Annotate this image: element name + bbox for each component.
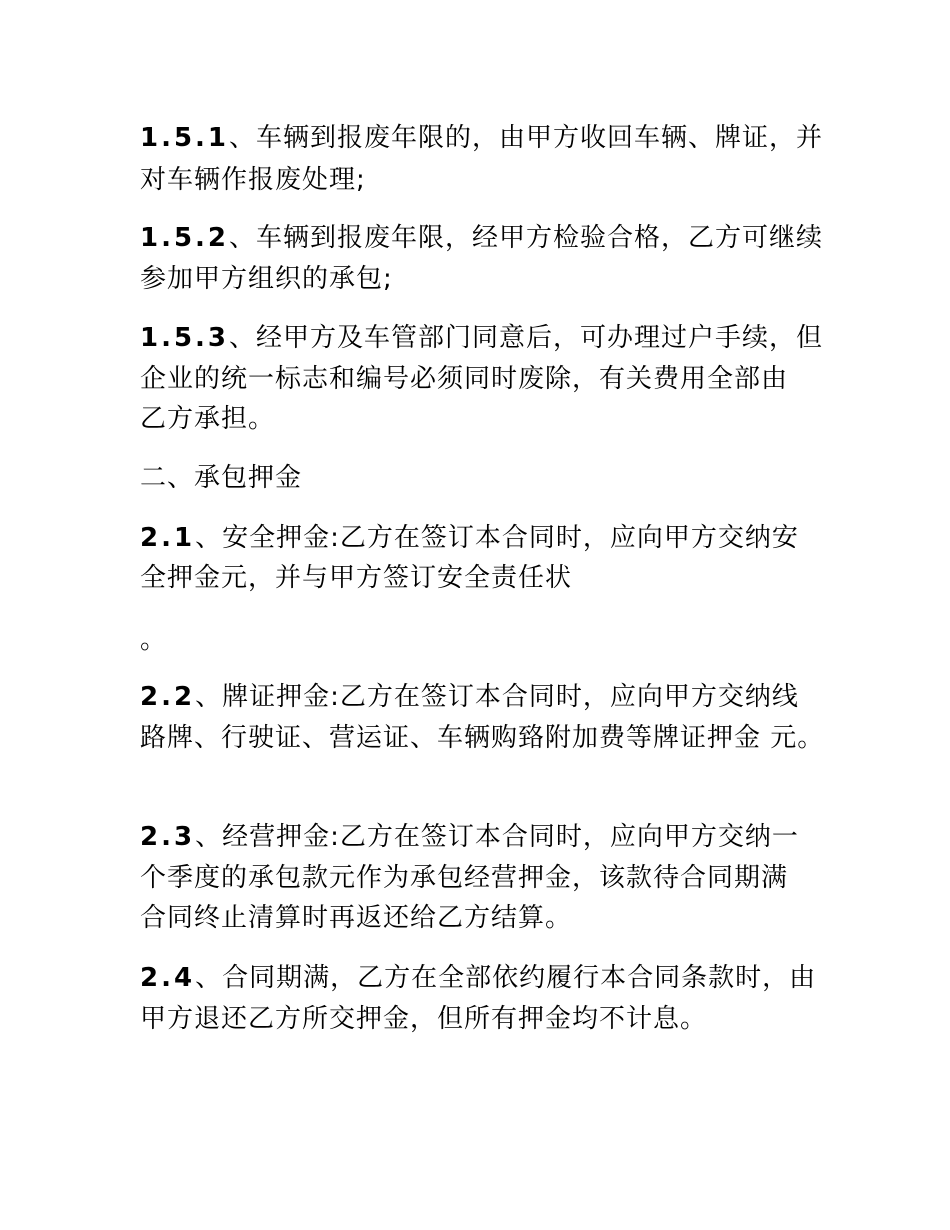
paragraph-1-5-3-line-1	[140, 318, 840, 358]
clause-text: 、车辆到报废年限的，由甲方收回车辆、牌证，并	[229, 123, 824, 153]
clause-number: 1.5.2	[140, 223, 230, 253]
paragraph-2-1-line-2: 全押金元，并与甲方签订安全责任状	[140, 563, 573, 593]
clause-number: 2.1	[140, 523, 196, 553]
paragraph-2-3-line-3: 合同终止清算时再返还给乙方结算。	[140, 903, 573, 933]
clause-number: 2.3	[140, 822, 196, 852]
paragraph-2-1-line-1	[140, 518, 840, 558]
clause-text: 、安全押金:乙方在签订本合同时，应向甲方交纳安	[195, 523, 799, 553]
paragraph-2-3-line-2: 个季度的承包款元作为承包经营押金，该款待合同期满	[140, 863, 789, 893]
paragraph-1-5-3-line-3: 乙方承担。	[140, 404, 276, 434]
paragraph-1-5-1-line-2: 对车辆作报废处理;	[140, 165, 366, 195]
paragraph-2-4-line-1	[140, 958, 840, 998]
paragraph-2-2-line-2: 路牌、行驶证、营运证、车辆购臵附加费等牌证押金 元。	[140, 723, 825, 753]
paragraph-1-5-2-line-1	[140, 218, 840, 258]
clause-text: 、车辆到报废年限，经甲方检验合格，乙方可继续	[229, 223, 824, 253]
clause-number: 2.4	[140, 963, 196, 993]
clause-text: 、牌证押金:乙方在签订本合同时，应向甲方交纳线	[195, 682, 799, 712]
section-heading: 二、承包押金	[140, 463, 303, 493]
clause-number: 2.2	[140, 682, 196, 712]
clause-number: 1.5.1	[140, 123, 230, 153]
paragraph-2-2-line-1	[140, 677, 840, 717]
paragraph-2-4-line-2: 甲方退还乙方所交押金，但所有押金均不计息。	[140, 1004, 708, 1034]
paragraph-1-5-2-line-2: 参加甲方组织的承包;	[140, 264, 393, 294]
paragraph-2-3-line-1	[140, 817, 840, 857]
paragraph-2-1-line-3: 。	[140, 625, 168, 655]
paragraph-1-5-3-line-2: 企业的统一标志和编号必须同时废除，有关费用全部由	[140, 364, 789, 394]
clause-text: 、合同期满，乙方在全部依约履行本合同条款时，由	[195, 963, 817, 993]
clause-number: 1.5.3	[140, 323, 230, 353]
paragraph-1-5-1-line-1	[140, 118, 840, 158]
clause-text: 、经营押金:乙方在签订本合同时，应向甲方交纳一	[195, 822, 799, 852]
clause-text: 、经甲方及车管部门同意后，可办理过户手续，但	[229, 323, 824, 353]
